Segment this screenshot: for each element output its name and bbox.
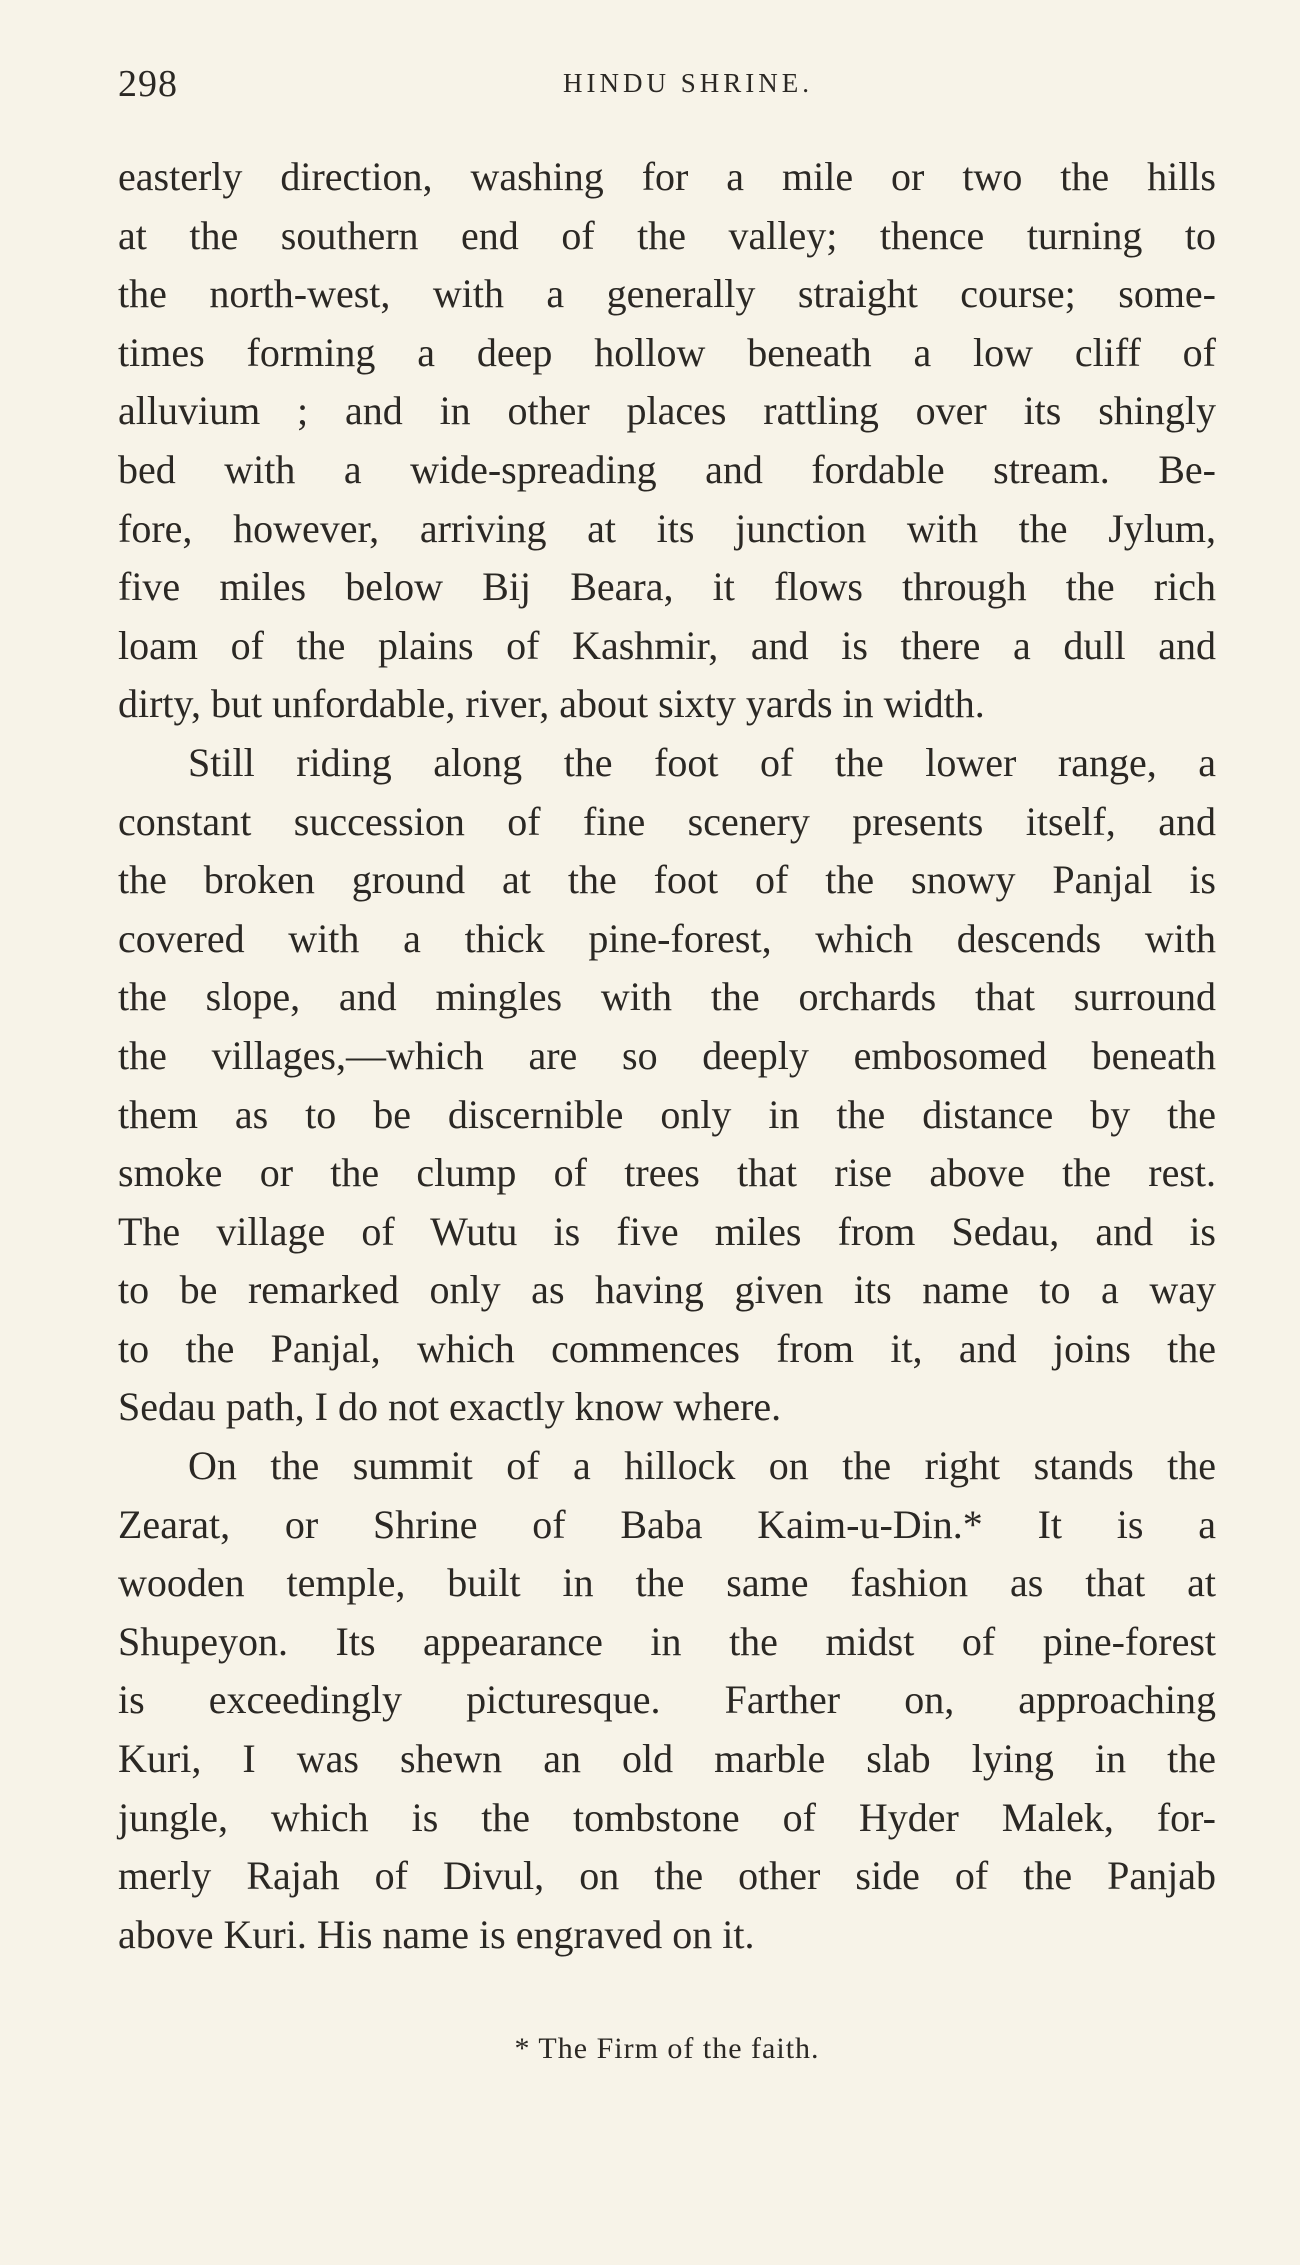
running-title: HINDU SHRINE. bbox=[563, 68, 813, 98]
text-line: times forming a deep hollow beneath a low cliff of bbox=[118, 329, 1216, 375]
text-line: Sedau path, I do not exactly know where. bbox=[118, 1384, 782, 1430]
text-line: the north-west, with a generally straight course; some- bbox=[118, 271, 1216, 317]
text-line: at the southern end of the valley; thence turning to bbox=[118, 212, 1216, 258]
text-line: the villages,—which are so deeply embosomed beneath bbox=[118, 1032, 1216, 1078]
text-line: to be remarked only as having given its name to a way bbox=[118, 1267, 1216, 1313]
text-line: bed with a wide-spreading and fordable stream. Be- bbox=[118, 446, 1216, 492]
text-line: smoke or the clump of trees that rise above the rest. bbox=[118, 1150, 1216, 1196]
text-line: Kuri, I was shewn an old marble slab lying in the bbox=[118, 1736, 1216, 1782]
text-line: them as to be discernible only in the distance by the bbox=[118, 1091, 1216, 1137]
text-line: five miles below Bij Beara, it flows through the rich bbox=[118, 564, 1216, 610]
text-line: dirty, but unfordable, river, about sixty yards in width. bbox=[118, 681, 985, 727]
text-line: covered with a thick pine-forest, which descends with bbox=[118, 915, 1216, 961]
text-line: above Kuri. His name is engraved on it. bbox=[118, 1911, 755, 1957]
page-number: 298 bbox=[118, 63, 178, 105]
text-line: easterly direction, washing for a mile or two the hills bbox=[118, 154, 1216, 199]
text-line: wooden temple, built in the same fashion as that at bbox=[118, 1560, 1216, 1606]
text-line: merly Rajah of Divul, on the other side of the Panjab bbox=[118, 1853, 1216, 1899]
text-line: alluvium ; and in other places rattling over its shingly bbox=[118, 388, 1216, 434]
text-line: The village of Wutu is five miles from Sedau, and is bbox=[118, 1208, 1216, 1254]
text-line: Zearat, or Shrine of Baba Kaim-u-Din.* It is a bbox=[118, 1501, 1216, 1547]
text-line: fore, however, arriving at its junction with the Jylum, bbox=[118, 505, 1216, 551]
running-head bbox=[118, 62, 1218, 112]
text-line: constant succession of fine scenery presents itself, and bbox=[118, 798, 1216, 844]
text-line: On the summit of a hillock on the right stands the bbox=[188, 1443, 1216, 1489]
text-line: to the Panjal, which commences from it, and joins the bbox=[118, 1325, 1216, 1371]
text-line: Still riding along the foot of the lower range, a bbox=[188, 739, 1216, 785]
text-line: loam of the plains of Kashmir, and is there a dull and bbox=[118, 622, 1216, 668]
body-text bbox=[118, 148, 1216, 1964]
text-line: jungle, which is the tombstone of Hyder Malek, for- bbox=[118, 1794, 1216, 1840]
text-line: the slope, and mingles with the orchards that surround bbox=[118, 974, 1216, 1020]
text-line: the broken ground at the foot of the snowy Panjal is bbox=[118, 857, 1216, 903]
text-line: Shupeyon. Its appearance in the midst of pine-forest bbox=[118, 1618, 1216, 1664]
footnote: * The Firm of the faith. bbox=[514, 2032, 820, 2065]
text-line: is exceedingly picturesque. Farther on, approaching bbox=[118, 1677, 1216, 1723]
